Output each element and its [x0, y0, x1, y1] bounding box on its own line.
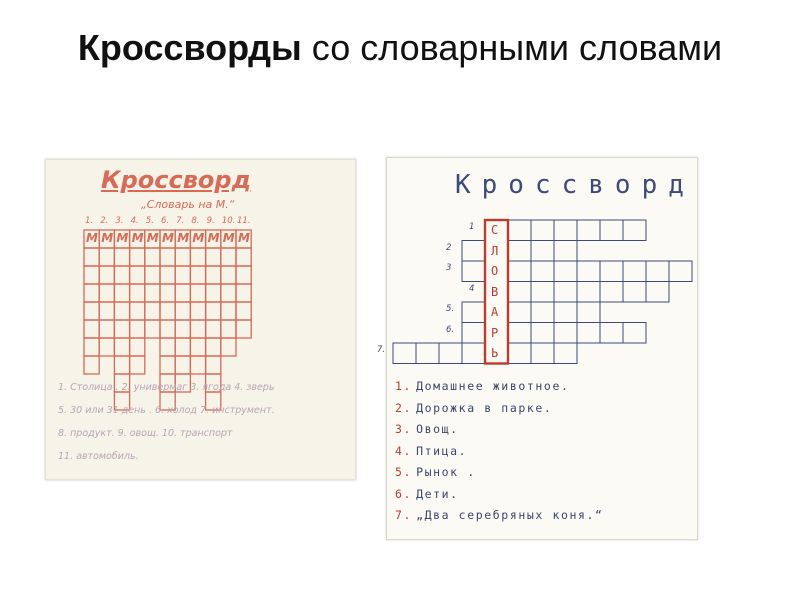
right-row-number: 2 — [446, 242, 452, 253]
right-grid-cell — [623, 323, 646, 344]
left-column-number: 5. — [145, 216, 154, 226]
right-row-number: 5. — [446, 304, 455, 314]
right-grid-cell — [508, 261, 531, 282]
right-crossword-heading: Кроссворд — [455, 170, 695, 200]
right-grid-cell — [554, 302, 577, 323]
left-grid-cell — [221, 248, 236, 266]
left-grid-cell — [114, 284, 129, 302]
left-grid-cell — [206, 248, 221, 266]
right-key-letter: А — [491, 305, 499, 319]
left-grid-cell — [221, 338, 236, 356]
right-grid-cell — [646, 261, 669, 282]
left-grid-cell — [84, 338, 99, 356]
left-grid-cell — [84, 284, 99, 302]
left-grid-cell — [206, 338, 221, 356]
left-grid-cell — [130, 320, 145, 338]
left-column-number: 10. — [221, 216, 236, 226]
right-key-letter: С — [491, 223, 499, 237]
left-grid-cell — [221, 302, 236, 320]
left-cell-letter: М — [86, 231, 98, 245]
right-clue-text: Овощ. — [416, 422, 459, 436]
left-column-number: 4. — [130, 216, 139, 226]
right-grid-cell — [577, 323, 600, 344]
right-key-letter: В — [491, 284, 499, 299]
left-grid-cell — [130, 266, 145, 284]
right-grid-cell — [600, 282, 623, 303]
left-grid-cell — [221, 284, 236, 302]
left-grid-cell — [236, 284, 251, 302]
right-grid-cell — [508, 343, 531, 364]
right-grid-cell — [508, 282, 531, 303]
left-column-number: 3. — [115, 216, 124, 226]
left-grid-cell — [190, 356, 205, 374]
left-grid-cell — [84, 320, 99, 338]
left-grid-cell — [190, 284, 205, 302]
right-grid-cell — [508, 302, 531, 323]
right-clue-text: Дети. — [416, 486, 459, 501]
left-crossword-heading: Кроссворд — [101, 166, 251, 194]
left-column-number: 1. — [85, 216, 94, 226]
right-clue-number: 3. — [395, 422, 413, 436]
right-row-number: 6. — [446, 324, 455, 335]
right-grid-cell — [531, 302, 554, 323]
left-grid-cell — [114, 302, 129, 320]
right-clue-line — [395, 422, 459, 436]
right-grid-cell — [462, 261, 485, 282]
left-grid-cell — [206, 284, 221, 302]
left-cell-letter: М — [207, 231, 220, 245]
left-grid-cell — [145, 302, 160, 320]
left-grid-cell — [145, 284, 160, 302]
right-grid-cell — [577, 302, 600, 323]
right-grid-cell — [462, 343, 485, 364]
right-grid-cell — [531, 282, 554, 303]
left-grid-cell — [130, 284, 145, 302]
left-grid-cell — [175, 302, 190, 320]
left-column-number: 8. — [191, 216, 200, 226]
left-grid-cell — [236, 302, 251, 320]
left-grid-cell — [175, 356, 190, 374]
left-grid-cell — [160, 338, 175, 356]
right-grid-cell — [600, 323, 623, 344]
right-key-letter: Л — [491, 243, 499, 258]
right-clue-number: 4. — [395, 443, 413, 458]
right-row-number: 1 — [469, 222, 475, 232]
right-grid-cell — [669, 261, 692, 282]
left-grid-cell — [114, 320, 129, 338]
right-clue-number: 6. — [395, 486, 413, 501]
right-clue-number: 2. — [395, 400, 413, 415]
right-grid-cell — [462, 302, 485, 323]
crossword-image-left — [45, 159, 356, 480]
left-grid-cell — [206, 356, 221, 374]
left-grid-cell — [160, 320, 175, 338]
right-grid-cell — [531, 343, 554, 364]
left-cell-letter: М — [116, 231, 129, 245]
left-grid-cell — [190, 338, 205, 356]
left-grid-cell — [130, 248, 145, 266]
right-grid-cell — [623, 282, 646, 303]
right-grid-cell — [554, 220, 577, 241]
right-grid-cell — [554, 323, 577, 344]
right-grid-cell — [554, 282, 577, 303]
left-grid-cell — [206, 266, 221, 284]
left-grid-cell — [114, 356, 129, 374]
left-grid-cell — [130, 302, 145, 320]
right-grid-cell — [554, 241, 577, 262]
right-key-letter: О — [491, 264, 499, 278]
left-grid-cell — [160, 302, 175, 320]
left-column-number: 9. — [206, 216, 215, 226]
left-grid-cell — [99, 266, 114, 284]
left-grid-cell — [114, 248, 129, 266]
left-grid-cell — [84, 266, 99, 284]
left-grid-cell — [145, 320, 160, 338]
left-grid-cell — [130, 338, 145, 356]
left-grid-cell — [190, 266, 205, 284]
right-row-number: 7. — [377, 345, 386, 355]
right-grid-cell — [439, 343, 462, 364]
left-cell-letter: М — [192, 231, 205, 245]
left-grid-cell — [99, 302, 114, 320]
right-clue-number: 7. — [395, 508, 413, 522]
right-grid-cell — [531, 261, 554, 282]
right-clue-line — [395, 379, 570, 393]
right-grid-cell — [646, 282, 669, 303]
left-grid-cell — [99, 284, 114, 302]
right-grid-cell — [508, 323, 531, 344]
left-cell-letter: М — [222, 231, 235, 245]
left-cell-letter: М — [177, 231, 190, 245]
left-grid-cell — [130, 356, 145, 374]
left-grid-cell — [175, 320, 190, 338]
left-crossword-subtitle: „Словарь на М.“ — [141, 198, 235, 211]
left-grid-cell — [160, 266, 175, 284]
left-grid-cell — [145, 266, 160, 284]
left-cell-letter: М — [101, 231, 114, 245]
left-grid-cell — [190, 320, 205, 338]
left-grid-cell — [236, 320, 251, 338]
left-grid-cell — [190, 248, 205, 266]
right-key-letter: Р — [491, 325, 499, 340]
right-clue-number: 1. — [395, 379, 413, 393]
right-key-letter: Ь — [491, 346, 499, 360]
left-grid-cell — [99, 320, 114, 338]
left-grid-cell — [160, 284, 175, 302]
left-grid-cell — [221, 320, 236, 338]
left-grid-cell — [206, 320, 221, 338]
crossword-image-right — [377, 157, 698, 540]
left-grid-cell — [236, 266, 251, 284]
left-cell-letter: М — [131, 231, 144, 245]
right-clue-line — [395, 487, 459, 501]
left-grid-cell — [99, 248, 114, 266]
right-grid-cell — [508, 220, 531, 241]
right-clue-text: Дорожка в парке. — [416, 400, 553, 415]
right-grid-cell — [393, 343, 416, 364]
right-grid-cell — [554, 343, 577, 364]
right-clue-text: Птица. — [416, 443, 468, 458]
right-grid-cell — [554, 261, 577, 282]
right-grid-cell — [577, 220, 600, 241]
left-cell-letter: М — [146, 231, 159, 245]
left-grid-cell — [190, 302, 205, 320]
right-clue-number: 5. — [395, 465, 413, 479]
left-clue-line: 5. 30 или 31 день . 6. холод 7. инструмент. — [58, 405, 275, 416]
left-grid-cell — [99, 338, 114, 356]
left-clue-line: 11. автомобиль. — [58, 451, 139, 462]
left-grid-cell — [221, 266, 236, 284]
right-clue-line — [395, 508, 604, 522]
left-grid-cell — [206, 302, 221, 320]
left-column-number: 6. — [161, 216, 170, 226]
left-column-number: 2. — [100, 216, 109, 226]
left-cell-letter: М — [238, 231, 250, 245]
right-clue-text: Домашнее животное. — [416, 379, 570, 393]
right-clue-line — [395, 401, 552, 415]
right-crossword-grid — [387, 158, 699, 541]
right-clue-text: „Два серебряных коня.“ — [416, 508, 604, 522]
right-grid-cell — [531, 323, 554, 344]
right-grid-cell — [462, 241, 485, 262]
left-grid-cell — [84, 302, 99, 320]
right-row-number: 4 — [469, 283, 475, 294]
left-grid-cell — [84, 356, 99, 374]
left-column-number: 7. — [176, 216, 185, 226]
left-grid-cell — [160, 248, 175, 266]
left-grid-cell — [175, 284, 190, 302]
right-grid-cell — [462, 323, 485, 344]
right-row-number: 3 — [446, 263, 452, 273]
right-grid-cell — [416, 343, 439, 364]
right-grid-cell — [531, 241, 554, 262]
left-clue-line: 1. Столица . 2. универмаг 3. ягода 4. зверь — [58, 382, 275, 393]
left-clue-line: 8. продукт. 9. овощ. 10. транспорт — [58, 428, 233, 439]
right-grid-cell — [623, 220, 646, 241]
right-grid-cell — [623, 261, 646, 282]
left-grid-cell — [175, 248, 190, 266]
right-grid-cell — [508, 241, 531, 262]
right-grid-cell — [600, 261, 623, 282]
right-grid-cell — [531, 220, 554, 241]
right-clue-line — [395, 444, 467, 458]
left-grid-cell — [114, 266, 129, 284]
left-grid-cell — [175, 266, 190, 284]
right-grid-cell — [577, 282, 600, 303]
left-grid-cell — [160, 356, 175, 374]
left-grid-cell — [114, 338, 129, 356]
left-column-number: 11. — [237, 216, 251, 226]
right-grid-cell — [600, 220, 623, 241]
left-grid-cell — [84, 248, 99, 266]
left-grid-cell — [145, 248, 160, 266]
right-clue-line — [395, 465, 476, 479]
left-cell-letter: М — [162, 231, 174, 245]
slide-title-bold: Кроссворды — [77, 27, 302, 68]
left-grid-cell — [175, 338, 190, 356]
right-clue-text: Рынок . — [416, 465, 476, 479]
slide-title — [0, 26, 800, 70]
right-grid-cell — [577, 261, 600, 282]
slide-title-rest: со словарными словами — [311, 27, 723, 68]
left-grid-cell — [236, 248, 251, 266]
